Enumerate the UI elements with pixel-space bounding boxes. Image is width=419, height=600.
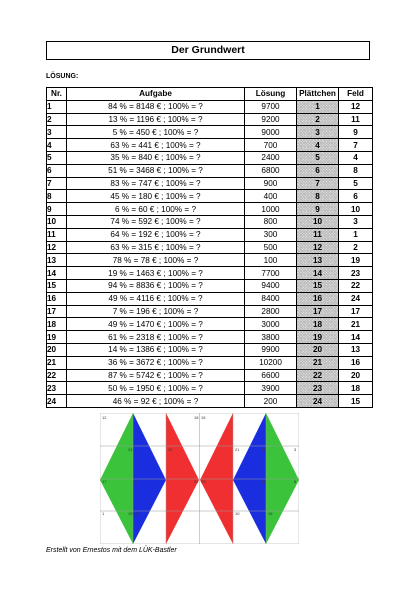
row-feld: 2 [339, 241, 373, 254]
puzzle-label: 18 [194, 415, 199, 420]
row-aufgabe: 49 % = 1470 € ; 100% = ? [67, 318, 245, 331]
puzzle-label: 1 [102, 511, 105, 516]
puzzle-label: 13 [261, 447, 266, 452]
row-feld: 12 [339, 100, 373, 113]
row-aufgabe: 19 % = 1463 € ; 100% = ? [67, 267, 245, 280]
row-plaettchen: 10 [297, 215, 339, 228]
blue-shape-left [133, 413, 166, 544]
table-row [47, 215, 373, 228]
table-row [47, 356, 373, 369]
puzzle-label: 14 [261, 479, 266, 484]
table-row [47, 100, 373, 113]
table-row [47, 126, 373, 139]
row-plaettchen: 13 [297, 254, 339, 267]
row-nr: 7 [47, 177, 67, 190]
row-feld: 11 [339, 113, 373, 126]
row-loesung: 300 [245, 228, 297, 241]
table-row [47, 343, 373, 356]
puzzle-label: 21 [235, 447, 240, 452]
row-plaettchen: 15 [297, 279, 339, 292]
puzzle-label: 24 [128, 447, 133, 452]
row-feld: 6 [339, 190, 373, 203]
row-nr: 23 [47, 382, 67, 395]
row-plaettchen: 20 [297, 343, 339, 356]
row-feld: 9 [339, 126, 373, 139]
header-loesung: Lösung [245, 88, 297, 101]
row-aufgabe: 45 % = 180 € ; 100% = ? [67, 190, 245, 203]
table-row [47, 164, 373, 177]
row-nr: 16 [47, 292, 67, 305]
puzzle-label: 6 [294, 479, 297, 484]
table-row [47, 279, 373, 292]
row-nr: 20 [47, 343, 67, 356]
row-loesung: 100 [245, 254, 297, 267]
page-title: Der Grundwert [46, 41, 370, 60]
row-loesung: 10200 [245, 356, 297, 369]
table-row [47, 241, 373, 254]
row-loesung: 800 [245, 215, 297, 228]
row-feld: 1 [339, 228, 373, 241]
row-feld: 7 [339, 139, 373, 152]
table-row [47, 228, 373, 241]
row-plaettchen: 6 [297, 164, 339, 177]
table-header-row [47, 88, 373, 101]
puzzle-label: 3 [294, 447, 297, 452]
row-loesung: 2400 [245, 151, 297, 164]
row-aufgabe: 78 % = 78 € ; 100% = ? [67, 254, 245, 267]
row-plaettchen: 1 [297, 100, 339, 113]
table-row [47, 254, 373, 267]
row-feld: 24 [339, 292, 373, 305]
solution-table [46, 87, 373, 408]
row-loesung: 3800 [245, 331, 297, 344]
row-plaettchen: 18 [297, 318, 339, 331]
row-nr: 18 [47, 318, 67, 331]
puzzle-label: 16 [268, 511, 273, 516]
row-aufgabe: 7 % = 196 € ; 100% = ? [67, 305, 245, 318]
row-nr: 5 [47, 151, 67, 164]
row-aufgabe: 84 % = 8148 € ; 100% = ? [67, 100, 245, 113]
row-nr: 24 [47, 395, 67, 408]
row-nr: 12 [47, 241, 67, 254]
puzzle-label: 9 [135, 479, 138, 484]
row-nr: 19 [47, 331, 67, 344]
row-loesung: 9200 [245, 113, 297, 126]
row-feld: 10 [339, 203, 373, 216]
row-nr: 21 [47, 356, 67, 369]
puzzle-label: 15 [201, 415, 206, 420]
row-plaettchen: 23 [297, 382, 339, 395]
row-plaettchen: 22 [297, 369, 339, 382]
table-row [47, 190, 373, 203]
row-aufgabe: 94 % = 8836 € ; 100% = ? [67, 279, 245, 292]
row-plaettchen: 21 [297, 356, 339, 369]
header-aufgabe: Aufgabe [67, 88, 245, 101]
row-aufgabe: 5 % = 450 € ; 100% = ? [67, 126, 245, 139]
row-feld: 21 [339, 318, 373, 331]
row-feld: 13 [339, 343, 373, 356]
row-nr: 8 [47, 190, 67, 203]
row-feld: 15 [339, 395, 373, 408]
row-nr: 2 [47, 113, 67, 126]
row-plaettchen: 17 [297, 305, 339, 318]
row-aufgabe: 50 % = 1950 € ; 100% = ? [67, 382, 245, 395]
row-loesung: 6600 [245, 369, 297, 382]
row-aufgabe: 13 % = 1196 € ; 100% = ? [67, 113, 245, 126]
row-plaettchen: 16 [297, 292, 339, 305]
row-loesung: 200 [245, 395, 297, 408]
row-feld: 18 [339, 382, 373, 395]
table-row [47, 151, 373, 164]
row-nr: 3 [47, 126, 67, 139]
row-plaettchen: 24 [297, 395, 339, 408]
row-loesung: 400 [245, 190, 297, 203]
row-aufgabe: 63 % = 441 € ; 100% = ? [67, 139, 245, 152]
table-row [47, 305, 373, 318]
row-aufgabe: 61 % = 2318 € ; 100% = ? [67, 331, 245, 344]
row-nr: 4 [47, 139, 67, 152]
puzzle-label: 19 [128, 511, 133, 516]
row-aufgabe: 51 % = 3468 € ; 100% = ? [67, 164, 245, 177]
row-plaettchen: 3 [297, 126, 339, 139]
table-row [47, 331, 373, 344]
row-aufgabe: 36 % = 3672 € ; 100% = ? [67, 356, 245, 369]
row-feld: 4 [339, 151, 373, 164]
row-loesung: 9400 [245, 279, 297, 292]
row-nr: 6 [47, 164, 67, 177]
row-feld: 16 [339, 356, 373, 369]
footer-credit: Erstellt von Ernestos mit dem LÜK-Bastler [46, 547, 177, 554]
row-loesung: 3000 [245, 318, 297, 331]
row-loesung: 1000 [245, 203, 297, 216]
row-aufgabe: 6 % = 60 € ; 100% = ? [67, 203, 245, 216]
row-nr: 10 [47, 215, 67, 228]
row-plaettchen: 19 [297, 331, 339, 344]
row-aufgabe: 46 % = 92 € ; 100% = ? [67, 395, 245, 408]
row-loesung: 9900 [245, 343, 297, 356]
table-row [47, 382, 373, 395]
row-loesung: 900 [245, 177, 297, 190]
table-row [47, 177, 373, 190]
row-aufgabe: 87 % = 5742 € ; 100% = ? [67, 369, 245, 382]
row-nr: 14 [47, 267, 67, 280]
row-loesung: 7700 [245, 267, 297, 280]
solution-label: LÖSUNG: [46, 73, 79, 80]
row-loesung: 2800 [245, 305, 297, 318]
table-row [47, 369, 373, 382]
row-plaettchen: 4 [297, 139, 339, 152]
table-body [47, 100, 373, 407]
row-feld: 20 [339, 369, 373, 382]
header-nr: Nr. [47, 88, 67, 101]
row-loesung: 9700 [245, 100, 297, 113]
table-row [47, 139, 373, 152]
puzzle-label: 12 [102, 415, 107, 420]
puzzle-label: 22 [194, 479, 199, 484]
row-loesung: 500 [245, 241, 297, 254]
header-feld: Feld [339, 88, 373, 101]
row-nr: 13 [47, 254, 67, 267]
puzzle-label: 20 [168, 447, 173, 452]
row-loesung: 700 [245, 139, 297, 152]
table-row [47, 292, 373, 305]
row-aufgabe: 49 % = 4116 € ; 100% = ? [67, 292, 245, 305]
row-plaettchen: 12 [297, 241, 339, 254]
row-feld: 5 [339, 177, 373, 190]
row-nr: 9 [47, 203, 67, 216]
row-feld: 3 [339, 215, 373, 228]
row-loesung: 6800 [245, 164, 297, 177]
row-loesung: 8400 [245, 292, 297, 305]
table-row [47, 203, 373, 216]
table-row [47, 318, 373, 331]
row-plaettchen: 14 [297, 267, 339, 280]
row-nr: 17 [47, 305, 67, 318]
row-plaettchen: 2 [297, 113, 339, 126]
row-aufgabe: 64 % = 192 € ; 100% = ? [67, 228, 245, 241]
row-plaettchen: 11 [297, 228, 339, 241]
row-feld: 8 [339, 164, 373, 177]
row-nr: 11 [47, 228, 67, 241]
puzzle-image [100, 413, 299, 544]
row-aufgabe: 35 % = 840 € ; 100% = ? [67, 151, 245, 164]
row-loesung: 3900 [245, 382, 297, 395]
row-aufgabe: 74 % = 592 € ; 100% = ? [67, 215, 245, 228]
puzzle-label: 17 [102, 479, 107, 484]
row-nr: 22 [47, 369, 67, 382]
row-feld: 14 [339, 331, 373, 344]
row-feld: 23 [339, 267, 373, 280]
row-aufgabe: 83 % = 747 € ; 100% = ? [67, 177, 245, 190]
row-aufgabe: 14 % = 1386 € ; 100% = ? [67, 343, 245, 356]
puzzle-label: 23 [201, 479, 206, 484]
row-plaettchen: 9 [297, 203, 339, 216]
puzzle-label: 11 [135, 511, 140, 516]
table-row [47, 395, 373, 408]
row-nr: 1 [47, 100, 67, 113]
table-row [47, 267, 373, 280]
row-plaettchen: 8 [297, 190, 339, 203]
row-feld: 22 [339, 279, 373, 292]
row-feld: 17 [339, 305, 373, 318]
header-plaettchen: Plättchen [297, 88, 339, 101]
row-aufgabe: 63 % = 315 € ; 100% = ? [67, 241, 245, 254]
puzzle-label: 10 [235, 511, 240, 516]
row-plaettchen: 7 [297, 177, 339, 190]
row-nr: 15 [47, 279, 67, 292]
table-row [47, 113, 373, 126]
row-feld: 19 [339, 254, 373, 267]
row-loesung: 9000 [245, 126, 297, 139]
row-plaettchen: 5 [297, 151, 339, 164]
